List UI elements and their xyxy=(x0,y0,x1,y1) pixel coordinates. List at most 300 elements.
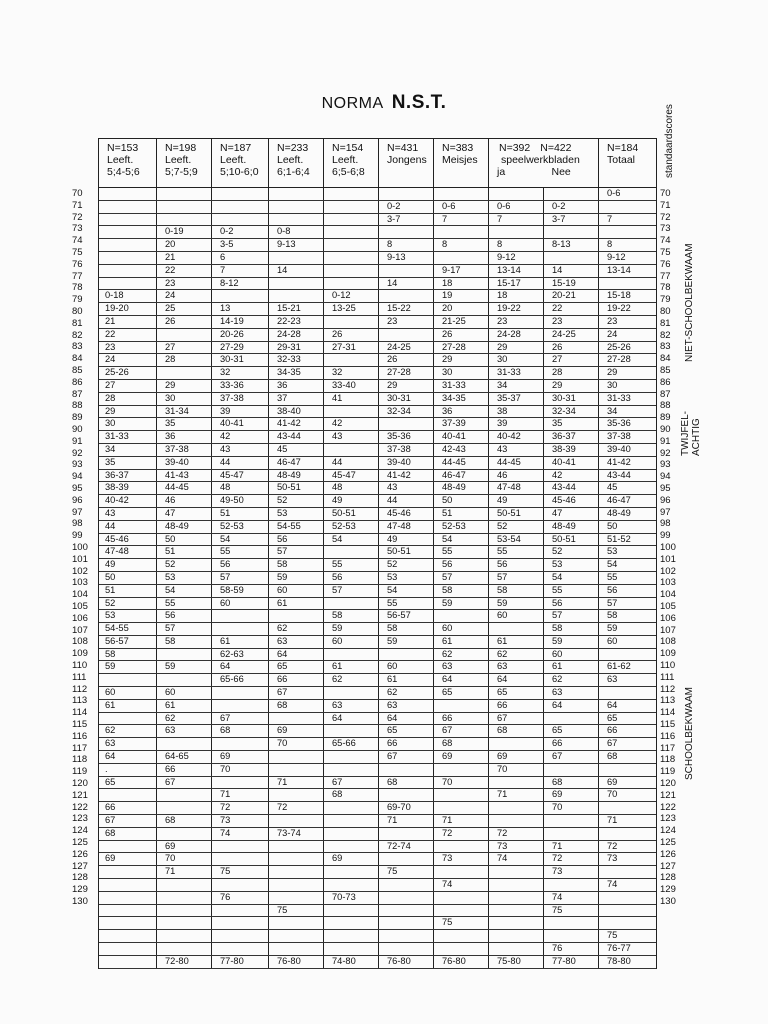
table-row xyxy=(99,342,656,355)
left-score: 71 xyxy=(72,199,83,211)
left-score: 75 xyxy=(72,247,83,258)
table-cell xyxy=(268,278,323,290)
table-cell: 74-80 xyxy=(323,956,378,968)
table-cell: 52 xyxy=(156,559,211,571)
right-score: 118 xyxy=(660,754,676,766)
left-score: 101 xyxy=(72,553,88,565)
table-cell: 55 xyxy=(433,546,488,558)
table-cell xyxy=(323,930,378,942)
table-cell xyxy=(99,930,156,942)
table-cell: 65 xyxy=(598,713,656,725)
table-cell xyxy=(488,815,543,827)
table-cell xyxy=(211,201,268,213)
table-cell: 55 xyxy=(323,559,378,571)
left-score: 111 xyxy=(72,671,87,683)
table-cell: 45-46 xyxy=(543,495,598,507)
table-row xyxy=(99,265,656,278)
table-cell: 76-80 xyxy=(268,956,323,968)
table-cell xyxy=(323,905,378,917)
table-cell xyxy=(598,764,656,776)
table-cell: 71 xyxy=(378,815,433,827)
table-cell: 50-51 xyxy=(323,508,378,520)
table-cell: 43-44 xyxy=(598,470,656,482)
table-cell: 47-48 xyxy=(378,521,433,533)
table-cell: 0-8 xyxy=(268,226,323,238)
left-score: 93 xyxy=(72,459,83,471)
table-cell: 69 xyxy=(156,841,211,853)
table-row xyxy=(99,828,656,841)
left-score: 124 xyxy=(72,825,88,837)
table-cell xyxy=(433,802,488,814)
left-score: 130 xyxy=(72,896,88,907)
table-cell: 60 xyxy=(211,598,268,610)
table-cell: 53-54 xyxy=(488,534,543,546)
table-cell: 52 xyxy=(543,546,598,558)
table-cell: 26 xyxy=(323,329,378,341)
table-cell: 9-13 xyxy=(268,239,323,251)
left-score: 78 xyxy=(72,282,83,294)
table-cell xyxy=(211,290,268,302)
table-cell: 37-38 xyxy=(378,444,433,456)
table-cell: 59 xyxy=(488,598,543,610)
right-score: 116 xyxy=(660,730,676,742)
header-n-nee: N=422 xyxy=(540,142,572,154)
table-cell: 61 xyxy=(378,674,433,686)
table-row xyxy=(99,623,656,636)
table-cell xyxy=(598,201,656,213)
table-cell: 59 xyxy=(433,598,488,610)
table-cell xyxy=(488,930,543,942)
table-cell: 74 xyxy=(488,853,543,865)
table-cell xyxy=(488,802,543,814)
table-cell: 27-29 xyxy=(211,342,268,354)
table-cell xyxy=(99,674,156,686)
table-cell xyxy=(543,764,598,776)
left-score: 82 xyxy=(72,329,83,341)
table-cell: 31-33 xyxy=(105,431,129,442)
table-row xyxy=(99,572,656,585)
right-score: 100 xyxy=(660,542,676,553)
right-score: 74 xyxy=(660,235,671,247)
table-row xyxy=(99,636,656,649)
table-cell: 55 xyxy=(211,546,268,558)
header-nee: Nee xyxy=(551,166,571,178)
table-cell: 29 xyxy=(105,405,116,416)
header-line: Leeft. xyxy=(277,154,304,166)
table-cell: 62 xyxy=(323,674,378,686)
table-cell: 69 xyxy=(598,777,656,789)
table-cell xyxy=(211,879,268,891)
right-score: 107 xyxy=(660,624,676,636)
table-cell xyxy=(99,226,156,238)
right-score: 122 xyxy=(660,801,676,813)
table-cell: 67 xyxy=(433,725,488,737)
table-cell: 68 xyxy=(268,700,323,712)
table-cell xyxy=(99,892,156,904)
table-row xyxy=(99,470,656,483)
table-cell: 72-74 xyxy=(378,841,433,853)
header-line: Leeft. xyxy=(220,154,247,166)
left-score: 104 xyxy=(72,589,88,601)
table-cell: 37-38 xyxy=(211,393,268,405)
table-cell: 0-2 xyxy=(378,201,433,213)
right-score: 102 xyxy=(660,565,676,577)
right-score: 112 xyxy=(660,683,676,695)
table-cell: 50 xyxy=(433,495,488,507)
table-cell: 54 xyxy=(543,572,598,584)
table-cell: 72 xyxy=(488,828,543,840)
table-cell xyxy=(488,623,543,635)
table-cell: 63 xyxy=(268,636,323,648)
table-cell: 30 xyxy=(105,418,116,429)
table-row xyxy=(99,418,656,431)
table-cell: 39-40 xyxy=(598,444,656,456)
table-cell xyxy=(598,649,656,661)
table-cell: 67 xyxy=(211,713,268,725)
table-cell: 59 xyxy=(543,636,598,648)
table-cell: 31-33 xyxy=(488,367,543,379)
table-cell: 58 xyxy=(156,636,211,648)
table-cell xyxy=(156,802,211,814)
table-cell: 76 xyxy=(211,892,268,904)
table-cell xyxy=(156,188,211,200)
table-cell: 68 xyxy=(211,725,268,737)
table-cell: 8 xyxy=(598,239,656,251)
table-cell: 52-53 xyxy=(323,521,378,533)
table-cell: 45 xyxy=(598,482,656,494)
table-cell xyxy=(323,687,378,699)
table-cell xyxy=(211,853,268,865)
header-line: Leeft. xyxy=(107,154,134,166)
table-cell xyxy=(323,764,378,776)
table-row xyxy=(99,905,656,918)
left-score: 114 xyxy=(72,707,88,719)
table-cell xyxy=(156,892,211,904)
table-cell: 76-80 xyxy=(378,956,433,968)
table-cell: 54-55 xyxy=(105,623,129,634)
header-line: N=198 xyxy=(165,142,197,154)
table-cell: 65 xyxy=(543,725,598,737)
table-cell: 66 xyxy=(105,802,116,813)
header-n-values xyxy=(489,142,598,154)
table-cell: 71 xyxy=(488,789,543,801)
table-cell: 42-43 xyxy=(433,444,488,456)
table-cell: 55 xyxy=(488,546,543,558)
right-score: 109 xyxy=(660,648,676,660)
table-cell xyxy=(99,866,156,878)
left-score: 106 xyxy=(72,612,88,624)
table-cell: 77-80 xyxy=(543,956,598,968)
right-score: 81 xyxy=(660,317,671,329)
table-cell xyxy=(323,879,378,891)
table-cell xyxy=(268,610,323,622)
header-line: 5;10-6;0 xyxy=(220,166,259,178)
table-cell: 15-22 xyxy=(378,303,433,315)
table-cell xyxy=(99,841,156,853)
right-score: 126 xyxy=(660,848,676,860)
table-cell: 48-49 xyxy=(433,482,488,494)
table-cell: 40-41 xyxy=(433,431,488,443)
table-cell: 72 xyxy=(433,828,488,840)
table-cell: 20 xyxy=(156,239,211,251)
header-line: Totaal xyxy=(607,154,636,166)
table-cell: 68 xyxy=(323,789,378,801)
table-cell xyxy=(268,713,323,725)
table-cell xyxy=(268,751,323,763)
table-cell: 29 xyxy=(488,342,543,354)
table-cell: 38-39 xyxy=(543,444,598,456)
header-col-6 xyxy=(378,139,433,187)
header-col-1 xyxy=(99,139,156,187)
table-row xyxy=(99,303,656,316)
table-cell xyxy=(268,879,323,891)
table-cell: 67 xyxy=(156,777,211,789)
table-row xyxy=(99,713,656,726)
table-cell: 64 xyxy=(378,713,433,725)
table-cell: 75 xyxy=(598,930,656,942)
table-cell xyxy=(156,214,211,226)
table-cell xyxy=(378,764,433,776)
table-cell: 70 xyxy=(488,764,543,776)
table-cell xyxy=(488,226,543,238)
table-cell xyxy=(378,649,433,661)
table-cell xyxy=(378,418,433,430)
right-score: 115 xyxy=(660,719,676,730)
table-row xyxy=(99,789,656,802)
table-cell: 35 xyxy=(105,456,116,467)
table-row xyxy=(99,866,656,879)
table-cell: 44-45 xyxy=(433,457,488,469)
right-score: 95 xyxy=(660,483,671,494)
table-cell: 55 xyxy=(598,572,656,584)
title-prefix: NORMA xyxy=(321,95,383,112)
table-cell: 32-34 xyxy=(543,406,598,418)
table-row xyxy=(99,943,656,956)
table-cell: 21 xyxy=(105,315,116,326)
right-score: 104 xyxy=(660,589,676,601)
table-cell: 54 xyxy=(323,534,378,546)
table-cell: 60 xyxy=(433,623,488,635)
table-cell: 9-12 xyxy=(488,252,543,264)
table-cell: 57 xyxy=(433,572,488,584)
table-cell: 42 xyxy=(211,431,268,443)
table-cell: 46 xyxy=(488,470,543,482)
left-score: 79 xyxy=(72,294,83,306)
header-line: Meisjes xyxy=(442,154,478,166)
table-cell xyxy=(433,764,488,776)
table-row xyxy=(99,738,656,751)
table-cell: 0-2 xyxy=(211,226,268,238)
table-cell: 35-36 xyxy=(598,418,656,430)
table-cell xyxy=(323,406,378,418)
table-cell: 62 xyxy=(488,649,543,661)
table-cell: 66 xyxy=(598,725,656,737)
table-cell: 53 xyxy=(105,610,116,621)
table-cell: 61 xyxy=(105,699,116,710)
table-cell: 20-26 xyxy=(211,329,268,341)
table-cell: 66 xyxy=(433,713,488,725)
table-cell xyxy=(268,815,323,827)
table-cell: 60 xyxy=(105,687,116,698)
table-cell: 78-80 xyxy=(598,956,656,968)
table-cell: 15-21 xyxy=(268,303,323,315)
table-cell xyxy=(323,841,378,853)
table-cell xyxy=(268,930,323,942)
left-score: 112 xyxy=(72,683,88,695)
table-row xyxy=(99,406,656,419)
table-cell: 0-19 xyxy=(156,226,211,238)
left-score: 85 xyxy=(72,365,83,376)
table-cell: 66 xyxy=(268,674,323,686)
left-score: 80 xyxy=(72,306,83,317)
table-cell: 67 xyxy=(323,777,378,789)
table-cell: 73 xyxy=(543,866,598,878)
table-cell xyxy=(323,265,378,277)
header-line: 6;1-6;4 xyxy=(277,166,310,178)
table-row xyxy=(99,188,656,201)
right-score: 113 xyxy=(660,695,676,707)
table-cell: 68 xyxy=(488,725,543,737)
table-cell: 65 xyxy=(268,661,323,673)
table-cell: 24-28 xyxy=(488,329,543,341)
table-row xyxy=(99,431,656,444)
table-cell: 76-77 xyxy=(598,943,656,955)
table-cell xyxy=(211,214,268,226)
table-cell: 51-52 xyxy=(598,534,656,546)
left-score: 128 xyxy=(72,872,88,884)
header-col-2 xyxy=(156,139,211,187)
table-cell xyxy=(488,892,543,904)
table-cell: 45-46 xyxy=(105,533,129,544)
table-row xyxy=(99,380,656,393)
table-cell xyxy=(156,905,211,917)
table-cell: 67 xyxy=(378,751,433,763)
table-cell: 73 xyxy=(488,841,543,853)
table-cell xyxy=(378,329,433,341)
table-cell: 57 xyxy=(268,546,323,558)
table-cell: 61 xyxy=(323,661,378,673)
left-score: 129 xyxy=(72,884,88,896)
table-cell: 31-33 xyxy=(433,380,488,392)
right-score: 88 xyxy=(660,400,671,412)
table-cell: 58 xyxy=(433,585,488,597)
header-line: Leeft. xyxy=(165,154,192,166)
table-cell: 45-46 xyxy=(378,508,433,520)
table-cell: 26 xyxy=(378,354,433,366)
table-cell xyxy=(488,879,543,891)
left-score: 97 xyxy=(72,506,83,518)
table-cell xyxy=(433,188,488,200)
table-cell xyxy=(99,905,156,917)
table-cell xyxy=(378,828,433,840)
table-cell xyxy=(99,943,156,955)
table-cell: 29 xyxy=(543,380,598,392)
table-cell: 27-28 xyxy=(378,367,433,379)
table-cell xyxy=(543,188,598,200)
right-score: 70 xyxy=(660,188,671,199)
right-score: 101 xyxy=(660,553,676,565)
table-cell xyxy=(156,674,211,686)
table-cell: 46-47 xyxy=(268,457,323,469)
table-cell: 60 xyxy=(268,585,323,597)
table-cell: 14-19 xyxy=(211,316,268,328)
table-cell: 22-23 xyxy=(268,316,323,328)
table-cell: 26 xyxy=(156,316,211,328)
table-cell: 54 xyxy=(211,534,268,546)
table-cell: 50 xyxy=(598,521,656,533)
table-cell: 8-12 xyxy=(211,278,268,290)
table-cell: 56 xyxy=(543,598,598,610)
table-cell: 49-50 xyxy=(211,495,268,507)
table-cell: 29 xyxy=(156,380,211,392)
table-cell: 72 xyxy=(543,853,598,865)
table-cell: 47 xyxy=(156,508,211,520)
table-cell xyxy=(323,828,378,840)
table-cell: 43 xyxy=(211,444,268,456)
right-score: 84 xyxy=(660,353,671,365)
table-cell xyxy=(156,879,211,891)
table-cell xyxy=(433,930,488,942)
table-cell: 40-42 xyxy=(488,431,543,443)
table-row xyxy=(99,956,656,969)
table-cell: 51 xyxy=(105,584,116,595)
schoolbekwaam-label: SCHOOLBEKWAAM xyxy=(684,687,695,780)
table-cell: 74 xyxy=(211,828,268,840)
table-cell: 41 xyxy=(323,393,378,405)
left-score: 127 xyxy=(72,860,88,872)
table-cell: 29 xyxy=(598,367,656,379)
left-score: 115 xyxy=(72,719,88,730)
table-cell: 31-33 xyxy=(598,393,656,405)
right-score: 114 xyxy=(660,707,676,719)
left-score: 100 xyxy=(72,542,88,553)
table-cell: 34 xyxy=(598,406,656,418)
table-cell xyxy=(211,943,268,955)
header-line: 6;5-6;8 xyxy=(332,166,365,178)
table-cell: 30 xyxy=(488,354,543,366)
table-cell: 63 xyxy=(433,661,488,673)
table-cell: 69 xyxy=(268,725,323,737)
table-cell xyxy=(268,252,323,264)
header-col-3 xyxy=(211,139,268,187)
table-cell xyxy=(211,841,268,853)
table-cell: 26 xyxy=(433,329,488,341)
table-cell xyxy=(323,546,378,558)
table-cell: 48 xyxy=(211,482,268,494)
header-line: 5;4-5;6 xyxy=(107,166,140,178)
table-cell: 33-40 xyxy=(323,380,378,392)
table-cell: 7 xyxy=(433,214,488,226)
header-line: N=153 xyxy=(107,142,139,154)
table-cell: 51 xyxy=(433,508,488,520)
table-cell xyxy=(598,917,656,929)
table-cell: 72 xyxy=(211,802,268,814)
table-cell: 28 xyxy=(156,354,211,366)
table-cell: 36-37 xyxy=(543,431,598,443)
table-cell: 24-28 xyxy=(268,329,323,341)
table-cell: 61 xyxy=(488,636,543,648)
table-cell xyxy=(433,252,488,264)
right-score: 117 xyxy=(660,742,676,754)
table-cell: 62 xyxy=(156,713,211,725)
table-cell: 76-80 xyxy=(433,956,488,968)
left-score: 73 xyxy=(72,223,83,235)
table-cell: 53 xyxy=(598,546,656,558)
table-cell xyxy=(543,815,598,827)
header-line: Jongens xyxy=(387,154,427,166)
table-cell: 61 xyxy=(433,636,488,648)
table-cell: 30 xyxy=(598,380,656,392)
